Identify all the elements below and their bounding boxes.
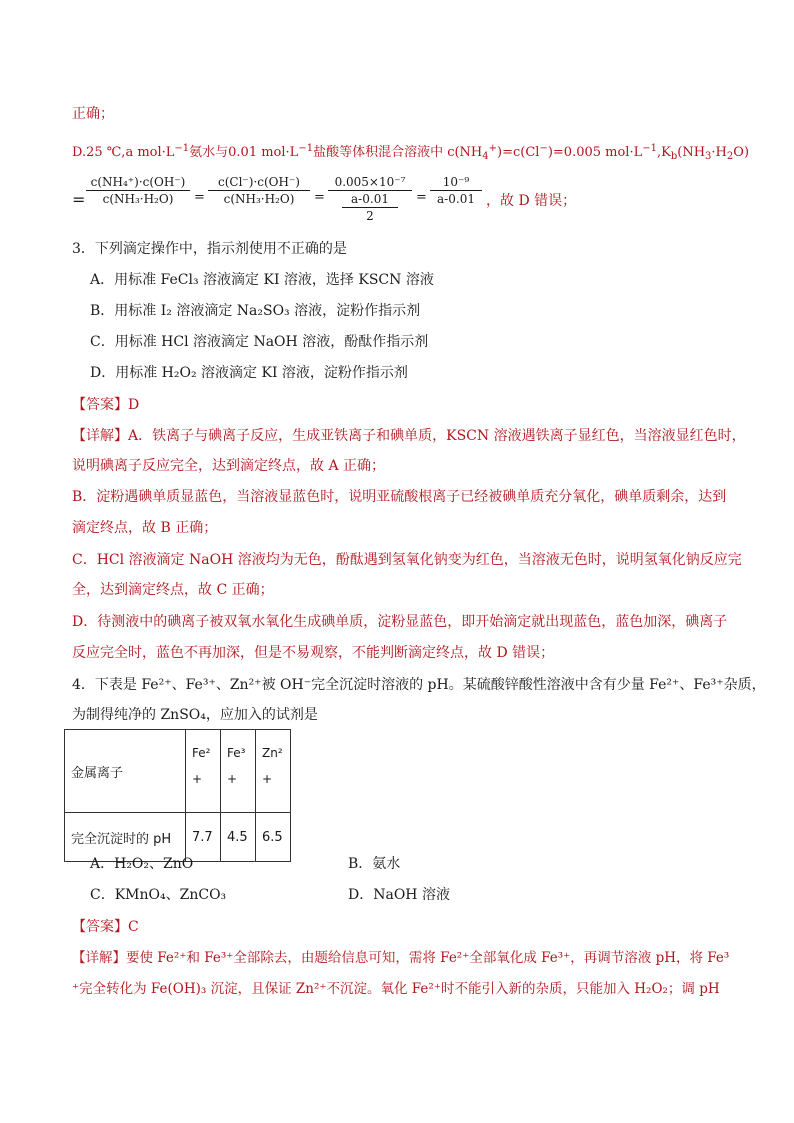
ph-table xyxy=(64,729,291,862)
table-header-cell: Fe³ + xyxy=(221,730,256,813)
explanation-line: D．待测液中的碘离子被双氧水氧化生成碘单质，淀粉显蓝色，即开始滴定就出现蓝色，蓝色加深，碘离子 xyxy=(72,614,728,630)
kb-formula: = $\frac{\text{c(NH₄⁺)·c(OH⁻)}}{\text{c(NH₃·H₂O)}}$ = $\frac{c(Cl^-)\cdot c(OH^-)}{\text{c(NH₃·H₂O)}}$ = 0.005×10⁻⁷ a-0.01 2 = $\frac{\text{10⁻⁹}}{a-0.01}$ ，故 D 错误； xyxy=(72,175,577,223)
question-3: 3．下列滴定操作中，指示剂使用不正确的是 xyxy=(72,241,347,257)
answer-4: 【答案】C xyxy=(72,919,139,935)
explanation-line: 全，达到滴定终点，故 C 正确； xyxy=(72,582,274,598)
table-cell: 7.7 xyxy=(186,813,221,862)
explanation-line: 【详解】A．铁离子与碘离子反应，生成亚铁离子和碘单质，KSCN 溶液遇铁离子显红色，当溶液显红色时， xyxy=(72,428,746,444)
table-header-cell: 金属离子 xyxy=(65,730,186,813)
fraction: $\frac{\text{10⁻⁹}}{a-0.01}$ xyxy=(430,174,482,207)
fraction: 0.005×10⁻⁷ a-0.01 2 xyxy=(328,174,412,224)
table-row-label: 完全沉淀时的 pH xyxy=(65,813,186,862)
answer-3: 【答案】D xyxy=(72,397,140,413)
question-4: 4．下表是 Fe²⁺、Fe³⁺、Zn²⁺被 OH⁻完全沉淀时溶液的 pH。某硫酸锌酸性溶液中含有少量 Fe²⁺、Fe³⁺杂质， xyxy=(72,677,766,693)
text-line-d-statement: D.25 ℃,a $mol\cdot L^{-1}$氨水与0.01 $mol\cdot L^{-1}$盐酸等体积混合溶液中 $c(NH_4^+)=c(Cl^-)=0.005$ $mol\cdot L^{-1},K_b(NH_3\cdot H_2O)$ xyxy=(72,143,750,162)
question-4-cont: 为制得纯净的 ZnSO₄，应加入的试剂是 xyxy=(72,707,318,723)
text-line: 正确； xyxy=(72,106,114,122)
choice-b: B．氨水 xyxy=(348,856,401,872)
option-c: C．用标准 HCl 溶液滴定 NaOH 溶液，酚酞作指示剂 xyxy=(90,334,429,350)
explanation-line: ⁺完全转化为 Fe(OH)₃ 沉淀，且保证 Zn²⁺不沉淀。氧化 Fe²⁺时不能引入新的杂质，只能加入 H₂O₂；调 pH xyxy=(72,981,720,997)
explanation-line: C．HCl 溶液滴定 NaOH 溶液均为无色，酚酞遇到氢氧化钠变为红色，当溶液无色时，说明氢氧化钠反应完 xyxy=(72,552,742,568)
option-a: A．用标准 FeCl₃ 溶液滴定 KI 溶液，选择 KSCN 溶液 xyxy=(90,272,434,288)
choice-d: D．NaOH 溶液 xyxy=(348,887,450,903)
choice-c: C．KMnO₄、ZnCO₃ xyxy=(90,887,227,903)
explanation-line: 【详解】要使 Fe²⁺和 Fe³⁺全部除去，由题给信息可知，需将 Fe²⁺全部氧化成 Fe³⁺，再调节溶液 pH，将 Fe³ xyxy=(72,950,730,966)
explanation-line: 说明碘离子反应完全，达到滴定终点，故 A 正确； xyxy=(72,458,386,474)
fraction: $\frac{c(Cl^-)\cdot c(OH^-)}{\text{c(NH₃·H₂O)}}$ xyxy=(208,174,310,207)
explanation-line: B．淀粉遇碘单质显蓝色，当溶液显蓝色时，说明亚硫酸根离子已经被碘单质充分氧化，碘单质剩余，达到 xyxy=(72,489,727,505)
table-cell: 4.5 xyxy=(221,813,256,862)
explanation-line: 滴定终点，故 B 正确； xyxy=(72,520,218,536)
choice-a: A．H₂O₂、ZnO xyxy=(90,856,194,872)
fraction: $\frac{\text{c(NH₄⁺)·c(OH⁻)}}{\text{c(NH₃·H₂O)}}$ xyxy=(86,174,190,207)
option-b: B．用标准 I₂ 溶液滴定 Na₂SO₃ 溶液，淀粉作指示剂 xyxy=(90,303,421,319)
table-header-cell: Fe² + xyxy=(186,730,221,813)
table-cell: 6.5 xyxy=(256,813,291,862)
table-header-cell: Zn² + xyxy=(256,730,291,813)
explanation-line: 反应完全时，蓝色不再加深，但是不易观察，不能判断滴定终点，故 D 错误； xyxy=(72,645,555,661)
option-d: D．用标准 H₂O₂ 溶液滴定 KI 溶液，淀粉作指示剂 xyxy=(90,365,408,381)
